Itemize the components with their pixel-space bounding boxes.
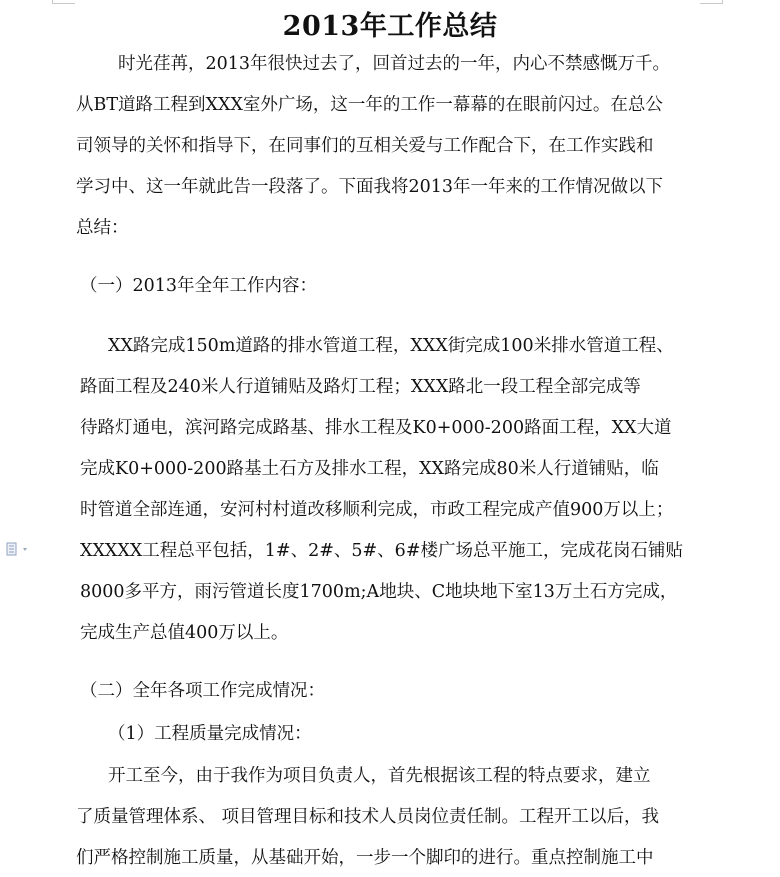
paragraph-line: 们严格控制施工质量，从基础开始，一步一个脚印的进行。重点控制施工中 bbox=[76, 848, 654, 868]
paragraph-line: 完成K0+000-200路基土石方及排水工程，XX路完成80米人行道铺贴，临 bbox=[80, 459, 659, 479]
subsection-heading: （1）工程质量完成情况： bbox=[108, 724, 312, 744]
paragraph-line: 从BT道路工程到XXX室外广场，这一年的工作一幕幕的在眼前闪过。在总公 bbox=[76, 95, 663, 115]
paragraph-line: 时光荏苒，2013年很快过去了，回首过去的一年，内心不禁感慨万千。 bbox=[118, 54, 671, 74]
paragraph-line: 司领导的关怀和指导下，在同事们的互相关爱与工作配合下，在工作实践和 bbox=[76, 136, 654, 156]
document-title: 2013年工作总结 bbox=[282, 11, 498, 42]
paragraph-line: 路面工程及240米人行道铺贴及路灯工程；XXX路北一段工程全部完成等 bbox=[80, 377, 641, 397]
paragraph-line: 时管道全部连通，安河村村道改移顺利完成，市政工程完成产值900万以上； bbox=[80, 500, 674, 520]
section-heading: （二）全年各项工作完成情况： bbox=[80, 681, 325, 701]
paragraph-line: 了质量管理体系、 项目管理目标和技术人员岗位责任制。工程开工以后，我 bbox=[76, 807, 660, 827]
paragraph-line: 待路灯通电，滨河路完成路基、排水工程及K0+000-200路面工程，XX大道 bbox=[80, 418, 672, 438]
paragraph-line: 开工至今，由于我作为项目负责人，首先根据该工程的特点要求，建立 bbox=[108, 766, 651, 786]
paragraph-options-icon[interactable] bbox=[6, 542, 32, 556]
paragraph-line: XXXXX工程总平包括，1#、2#、5#、6#楼广场总平施工，完成花岗石铺贴 bbox=[80, 541, 683, 561]
paragraph-line: 总结： bbox=[76, 218, 129, 238]
paragraph-line: XX路完成150m道路的排水管道工程，XXX街完成100米排水管道工程、 bbox=[108, 336, 674, 356]
paragraph-line: 完成生产总值400万以上。 bbox=[80, 623, 289, 643]
section-heading: （一）2013年全年工作内容： bbox=[80, 276, 318, 296]
paragraph-line: 学习中、这一年就此告一段落了。下面我将2013年一年来的工作情况做以下 bbox=[76, 177, 664, 197]
paragraph-line: 8000多平方，雨污管道长度1700m;A地块、C地块地下室13万土石方完成， bbox=[80, 582, 678, 602]
